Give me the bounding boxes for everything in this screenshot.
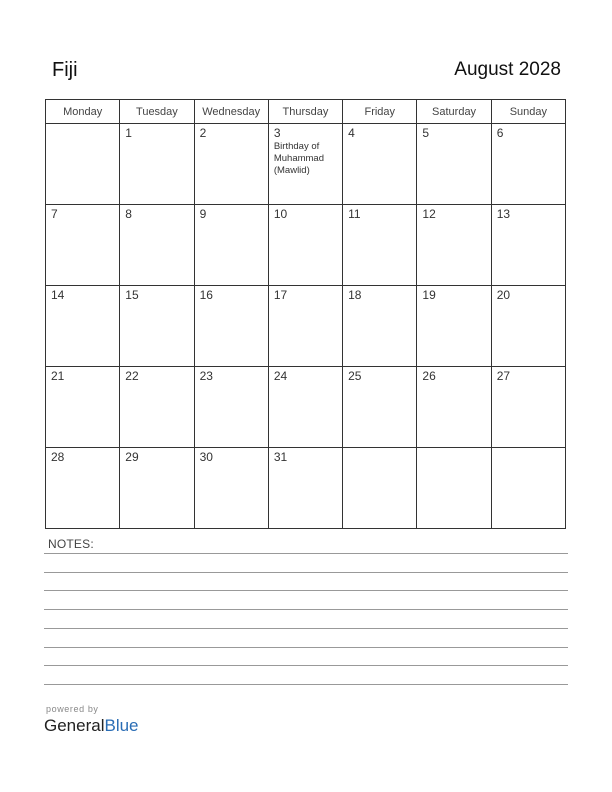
day-cell	[120, 367, 194, 448]
day-cell	[194, 286, 268, 367]
day-cell	[491, 205, 565, 286]
day-cell	[268, 286, 342, 367]
day-cell	[46, 448, 120, 529]
weekday-saturday: Saturday	[417, 100, 491, 124]
day-number: 8	[125, 207, 132, 221]
holiday-event: Birthday of Muhammad (Mawlid)	[273, 141, 325, 176]
day-number: 4	[348, 126, 355, 140]
weekday-friday: Friday	[343, 100, 417, 124]
week-row	[46, 124, 566, 205]
calendar-header	[52, 56, 561, 84]
day-cell	[46, 205, 120, 286]
day-cell	[120, 205, 194, 286]
weekday-thursday: Thursday	[268, 100, 342, 124]
day-cell	[417, 205, 491, 286]
day-number: 27	[496, 369, 511, 383]
empty-day-cell	[343, 448, 417, 529]
day-number: 3	[273, 126, 281, 140]
day-number: 14	[51, 288, 65, 302]
day-number: 25	[348, 369, 362, 383]
day-number: 29	[125, 450, 139, 464]
day-number: 5	[422, 126, 430, 140]
day-number: 19	[422, 288, 436, 302]
day-cell	[46, 367, 120, 448]
day-cell	[343, 205, 417, 286]
weekday-tuesday: Tuesday	[120, 100, 194, 124]
day-number: 30	[199, 450, 213, 464]
day-cell	[46, 286, 120, 367]
day-number: 23	[199, 369, 213, 383]
note-line	[44, 609, 568, 610]
month-year-title: August 2028	[454, 59, 561, 80]
weekday-sunday: Sunday	[491, 100, 565, 124]
empty-day-cell	[491, 448, 565, 529]
day-number: 12	[422, 207, 436, 221]
day-cell	[268, 367, 342, 448]
day-number: 1	[125, 126, 132, 140]
day-number: 11	[348, 207, 361, 221]
day-number: 13	[496, 207, 511, 221]
day-cell	[343, 286, 417, 367]
day-cell	[194, 367, 268, 448]
day-number: 16	[199, 288, 213, 302]
day-number: 2	[199, 126, 207, 140]
calendar-grid	[45, 99, 566, 529]
day-cell	[120, 448, 194, 529]
note-line	[44, 684, 568, 685]
day-number: 26	[422, 369, 436, 383]
generalblue-logo[interactable]	[44, 716, 139, 736]
day-cell	[268, 124, 342, 205]
day-cell	[120, 286, 194, 367]
day-number: 10	[273, 207, 288, 221]
day-number: 17	[273, 288, 288, 302]
note-line	[44, 665, 568, 666]
country-title: Fiji	[52, 58, 78, 81]
day-cell	[491, 367, 565, 448]
note-line	[44, 553, 568, 554]
day-number: 28	[51, 450, 65, 464]
brand-blue: Blue	[104, 716, 139, 735]
day-number: 22	[125, 369, 139, 383]
day-cell	[417, 124, 491, 205]
note-line	[44, 590, 568, 591]
day-number: 20	[496, 288, 511, 302]
powered-by-text: powered by	[46, 704, 99, 714]
day-number: 15	[125, 288, 139, 302]
note-line	[44, 628, 568, 629]
day-number: 7	[51, 207, 58, 221]
day-number: 31	[273, 450, 288, 464]
note-line	[44, 572, 568, 573]
day-cell	[343, 124, 417, 205]
day-cell	[194, 448, 268, 529]
day-cell	[417, 367, 491, 448]
week-row	[46, 286, 566, 367]
week-row	[46, 205, 566, 286]
notes-label: NOTES:	[48, 537, 94, 551]
day-cell	[120, 124, 194, 205]
note-line	[44, 647, 568, 648]
day-cell	[194, 205, 268, 286]
day-number: 6	[496, 126, 504, 140]
week-row	[46, 367, 566, 448]
day-number: 9	[199, 207, 207, 221]
weekday-monday: Monday	[46, 100, 120, 124]
week-row	[46, 448, 566, 529]
day-cell	[268, 205, 342, 286]
empty-day-cell	[417, 448, 491, 529]
day-cell	[491, 286, 565, 367]
day-cell	[491, 124, 565, 205]
empty-day-cell	[46, 124, 120, 205]
day-cell	[194, 124, 268, 205]
brand-general: General	[44, 716, 105, 735]
weekday-header-row	[46, 100, 566, 124]
day-number: 18	[348, 288, 362, 302]
day-cell	[343, 367, 417, 448]
day-number: 21	[51, 369, 65, 383]
day-cell	[417, 286, 491, 367]
day-number: 24	[273, 369, 288, 383]
weekday-wednesday: Wednesday	[194, 100, 268, 124]
day-cell	[268, 448, 342, 529]
